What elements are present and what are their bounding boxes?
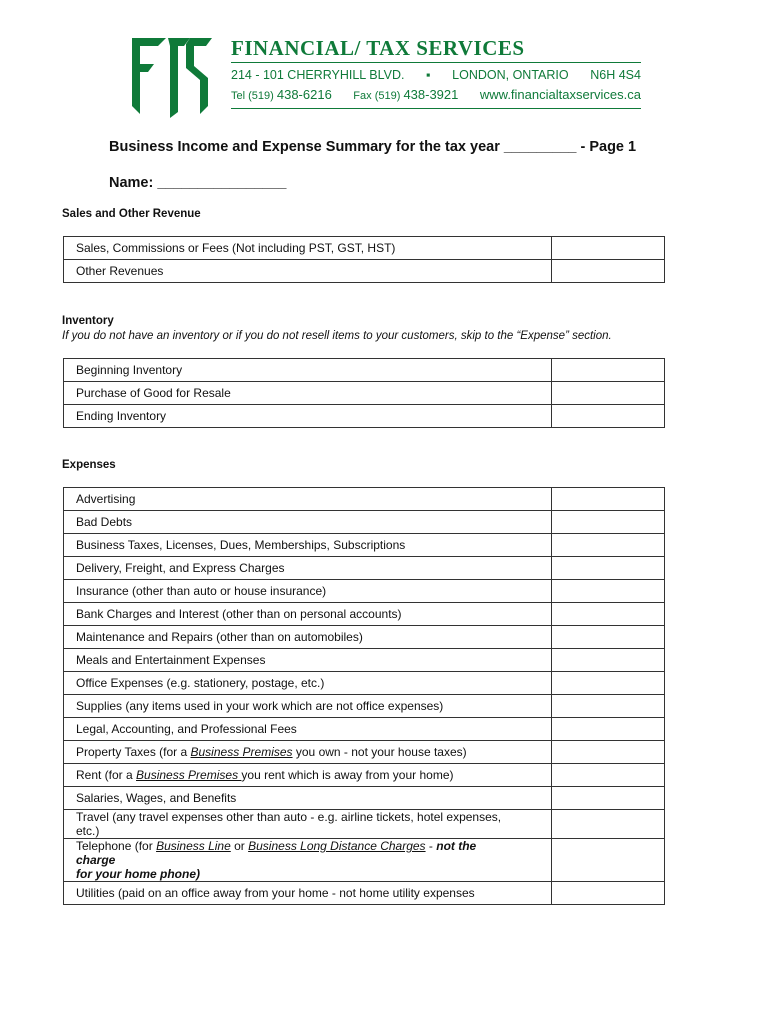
letterhead (231, 36, 641, 109)
table-row (64, 405, 665, 428)
row-label: Business Taxes, Licenses, Dues, Memberships, Subscriptions (64, 534, 552, 557)
row-label: Beginning Inventory (64, 359, 552, 382)
amount-cell[interactable] (552, 787, 665, 810)
row-label: Meals and Entertainment Expenses (64, 649, 552, 672)
table-row (64, 882, 665, 905)
row-label: Supplies (any items used in your work which are not office expenses) (64, 695, 552, 718)
inventory-table (63, 358, 665, 428)
amount-cell[interactable] (552, 382, 665, 405)
amount-cell[interactable] (552, 810, 665, 839)
amount-cell[interactable] (552, 718, 665, 741)
table-row (64, 672, 665, 695)
amount-cell[interactable] (552, 534, 665, 557)
expenses-heading: Expenses (62, 459, 116, 471)
city: LONDON, ONTARIO (452, 68, 569, 82)
row-label: Purchase of Good for Resale (64, 382, 552, 405)
row-label: Utilities (paid on an office away from your home - not home utility expenses (64, 882, 552, 905)
amount-cell[interactable] (552, 649, 665, 672)
amount-cell[interactable] (552, 672, 665, 695)
row-label: Insurance (other than auto or house insurance) (64, 580, 552, 603)
table-row (64, 787, 665, 810)
amount-cell[interactable] (552, 405, 665, 428)
amount-cell[interactable] (552, 511, 665, 534)
row-label: Travel (any travel expenses other than auto - e.g. airline tickets, hotel expenses, etc.) (64, 810, 552, 839)
row-label: Delivery, Freight, and Express Charges (64, 557, 552, 580)
inventory-heading: Inventory (62, 315, 114, 327)
table-row (64, 260, 665, 283)
name-field[interactable]: Name: ________________ (109, 175, 287, 191)
table-row (64, 649, 665, 672)
long-distance-link[interactable]: Business Long Distance Charges (248, 839, 426, 853)
row-label: Bank Charges and Interest (other than on personal accounts) (64, 603, 552, 626)
amount-cell[interactable] (552, 741, 665, 764)
row-label: Advertising (64, 488, 552, 511)
table-row (64, 810, 665, 839)
inventory-note: If you do not have an inventory or if you do not resell items to your customers, skip to the “Expense” section. (62, 330, 612, 342)
row-label: Rent (for a Business Premises you rent which is away from your home) (64, 764, 552, 787)
row-label: Telephone (for Business Line or Business Long Distance Charges - not the charge for your home phone) (64, 839, 552, 882)
amount-cell[interactable] (552, 260, 665, 283)
amount-cell[interactable] (552, 764, 665, 787)
row-label: Ending Inventory (64, 405, 552, 428)
fax: Fax (519) 438-3921 (353, 87, 459, 102)
business-line-link[interactable]: Business Line (156, 839, 231, 853)
bullet-separator: ▪ (426, 68, 431, 82)
expenses-table (63, 487, 665, 905)
amount-cell[interactable] (552, 237, 665, 260)
row-label: Property Taxes (for a Business Premises you own - not your house taxes) (64, 741, 552, 764)
table-row (64, 741, 665, 764)
street-address: 214 - 101 CHERRYHILL BLVD. (231, 68, 405, 82)
row-label: Salaries, Wages, and Benefits (64, 787, 552, 810)
company-logo (128, 34, 214, 118)
contact-line (231, 87, 641, 104)
table-row (64, 511, 665, 534)
row-label: Legal, Accounting, and Professional Fees (64, 718, 552, 741)
form-title: Business Income and Expense Summary for the tax year _________ - Page 1 (109, 139, 637, 155)
amount-cell[interactable] (552, 488, 665, 511)
business-premises-link[interactable]: Business Premises (136, 768, 242, 782)
amount-cell[interactable] (552, 603, 665, 626)
row-label: Other Revenues (64, 260, 552, 283)
postal-code: N6H 4S4 (590, 68, 641, 82)
table-row (64, 382, 665, 405)
letterhead-divider (231, 62, 641, 63)
amount-cell[interactable] (552, 557, 665, 580)
address-line (231, 67, 641, 83)
row-label: Maintenance and Repairs (other than on automobiles) (64, 626, 552, 649)
table-row (64, 534, 665, 557)
row-label: Sales, Commissions or Fees (Not including PST, GST, HST) (64, 237, 552, 260)
table-row (64, 626, 665, 649)
row-label: Office Expenses (e.g. stationery, postage, etc.) (64, 672, 552, 695)
table-row (64, 603, 665, 626)
amount-cell[interactable] (552, 626, 665, 649)
sales-table (63, 236, 665, 283)
letterhead-bottom-divider (231, 108, 641, 109)
table-row (64, 488, 665, 511)
amount-cell[interactable] (552, 695, 665, 718)
amount-cell[interactable] (552, 882, 665, 905)
table-row (64, 580, 665, 603)
row-label: Bad Debts (64, 511, 552, 534)
telephone: Tel (519) 438-6216 (231, 87, 332, 102)
company-name: FINANCIAL/ TAX SERVICES (231, 36, 525, 60)
table-row (64, 557, 665, 580)
business-premises-link[interactable]: Business Premises (190, 745, 293, 759)
table-row (64, 359, 665, 382)
amount-cell[interactable] (552, 580, 665, 603)
website-link[interactable]: www.financialtaxservices.ca (479, 87, 641, 102)
amount-cell[interactable] (552, 839, 665, 882)
table-row (64, 718, 665, 741)
table-row (64, 695, 665, 718)
amount-cell[interactable] (552, 359, 665, 382)
table-row (64, 839, 665, 882)
sales-heading: Sales and Other Revenue (62, 208, 201, 220)
table-row (64, 764, 665, 787)
table-row (64, 237, 665, 260)
